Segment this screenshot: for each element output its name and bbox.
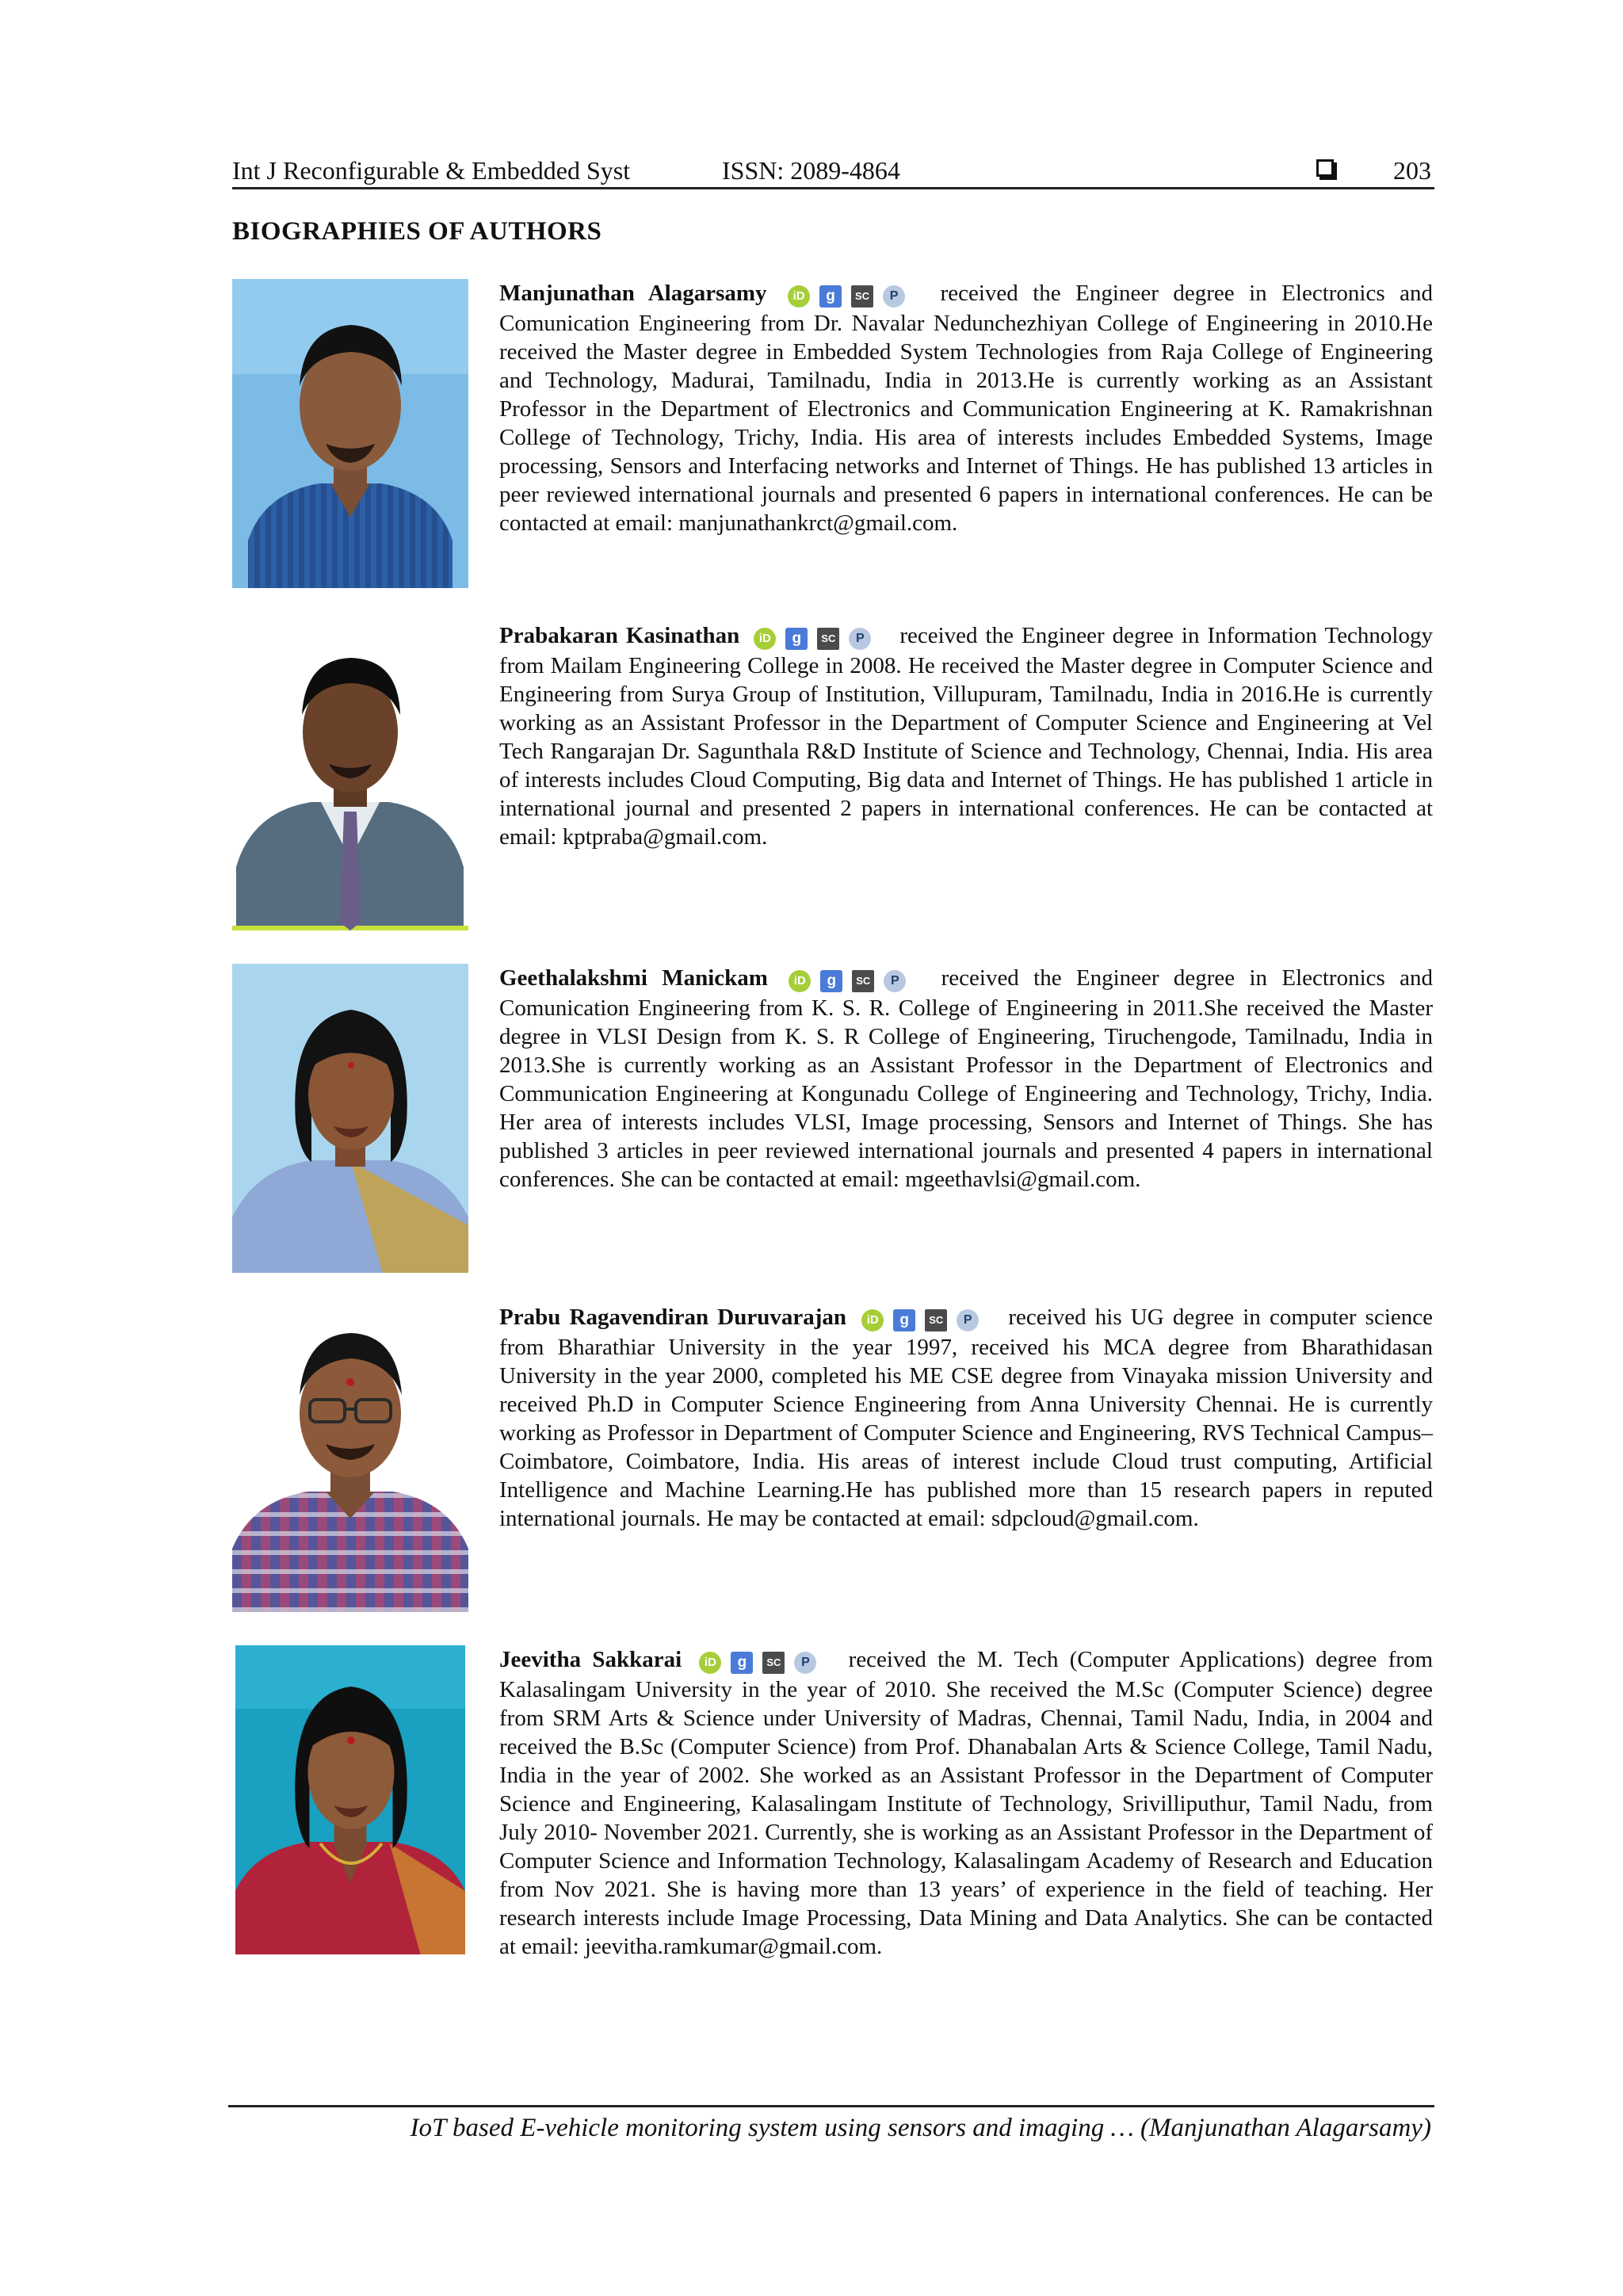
journal-name: Int J Reconfigurable & Embedded Syst bbox=[232, 156, 631, 185]
page-footer bbox=[228, 2105, 1434, 2142]
author-photo bbox=[235, 1645, 465, 1954]
box-icon bbox=[1316, 159, 1334, 177]
author-photo bbox=[232, 964, 468, 1273]
orcid-icon[interactable]: iD bbox=[699, 1652, 721, 1674]
author-entry bbox=[232, 1645, 1434, 1959]
author-bio-text: received the Engineer degree in Information Technology from Mailam Engineering College in 2008. He received the Master degree in Computer Science and Engineering from Surya Group of Institution, Villupuram, Tamilnadu, India in 2016.He is currently working as an Assistant Professor in the Department of Computer Science and Engineering at Vel Tech Rangarajan Dr. Sagunthala R&D Institute of Science and Technology, Chennai, India. His area of interests includes Cloud Computing, Big data and Internet of Things. He has published 1 article in international journal and presented 2 papers in international conferences. He can be contacted at email: kptpraba@gmail.com. bbox=[499, 623, 1433, 850]
author-bio bbox=[499, 279, 1433, 537]
google-scholar-icon[interactable]: g bbox=[731, 1652, 753, 1674]
orcid-icon[interactable]: iD bbox=[861, 1309, 884, 1331]
orcid-icon[interactable]: iD bbox=[754, 628, 776, 650]
author-name: Prabakaran Kasinathan bbox=[499, 623, 740, 648]
google-scholar-icon[interactable]: g bbox=[819, 285, 842, 308]
author-entry bbox=[232, 621, 1434, 932]
publons-icon[interactable]: P bbox=[794, 1652, 816, 1674]
scopus-icon[interactable]: SC bbox=[762, 1652, 785, 1674]
google-scholar-icon[interactable]: g bbox=[820, 970, 842, 992]
author-bio bbox=[499, 621, 1433, 851]
author-photo bbox=[232, 279, 468, 588]
publons-icon[interactable]: P bbox=[849, 628, 871, 650]
author-profile-links bbox=[861, 1305, 988, 1333]
publons-icon[interactable]: P bbox=[883, 285, 905, 308]
running-title: IoT based E-vehicle monitoring system using sensors and imaging … (Manjunathan Alagarsamy) bbox=[410, 2114, 1431, 2142]
author-profile-links bbox=[699, 1647, 826, 1675]
section-title: BIOGRAPHIES OF AUTHORS bbox=[232, 217, 602, 246]
author-photo-image bbox=[232, 621, 468, 930]
author-name: Prabu Ragavendiran Duruvarajan bbox=[499, 1305, 847, 1330]
author-entry bbox=[232, 1303, 1434, 1614]
publons-icon[interactable]: P bbox=[957, 1309, 979, 1331]
author-profile-links bbox=[789, 965, 915, 994]
author-name: Jeevitha Sakkarai bbox=[499, 1647, 682, 1672]
author-name: Geethalakshmi Manickam bbox=[499, 965, 768, 991]
author-profile-links bbox=[788, 281, 915, 309]
issn: ISSN: 2089-4864 bbox=[722, 156, 900, 185]
scopus-icon[interactable]: SC bbox=[852, 970, 874, 992]
author-photo-image bbox=[232, 279, 468, 588]
author-profile-links bbox=[754, 623, 880, 651]
author-entry bbox=[232, 279, 1434, 590]
author-photo-image bbox=[232, 964, 468, 1273]
scopus-icon[interactable]: SC bbox=[925, 1309, 947, 1331]
scopus-icon[interactable]: SC bbox=[817, 628, 839, 650]
author-name: Manjunathan Alagarsamy bbox=[499, 281, 767, 306]
author-entry bbox=[232, 964, 1434, 1274]
orcid-icon[interactable]: iD bbox=[788, 285, 810, 308]
orcid-icon[interactable]: iD bbox=[789, 970, 811, 992]
author-bio bbox=[499, 1645, 1433, 1961]
author-bio bbox=[499, 1303, 1433, 1533]
author-photo-image bbox=[232, 1303, 468, 1612]
author-bio-text: received his UG degree in computer science from Bharathiar University in the year 1997, received his MCA degree from Bharathidasan University in the year 2000, completed his ME CSE degree from Vinayaka mission University and received Ph.D in Computer Science Engineering from Anna University Chennai. He is currently working as Professor in Department of Computer Science and Engineering, RVS Technical Campus–Coimbatore, Coimbatore, India. His areas of interest include Cloud trust computing, Artificial Intelligence and Machine Learning.He has published more than 15 research papers in reputed international journals. He may be contacted at email: sdpcloud@gmail.com. bbox=[499, 1305, 1434, 1531]
page-header bbox=[232, 154, 1434, 189]
google-scholar-icon[interactable]: g bbox=[893, 1309, 915, 1331]
author-bio-text: received the M. Tech (Computer Applications) degree from Kalasalingam University in the year of 2010. She received the M.Sc (Computer Science) degree from SRM Arts & Science under University of Madras, Chennai, Tamil Nadu, India, in 2004 and received the B.Sc (Computer Science) from Prof. Dhanabalan Arts & Science College, Tamil Nadu, India in the year of 2002. She worked as an Assistant Professor in the Department of Computer Science and Engineering, Kalasalingam Institute of Technology, Srivilliputhur, Tamil Nadu, from July 2010- November 2021. Currently, she is working as an Assistant Professor in the Department of Computer Science and Information Technology, Kalasalingam Academy of Research and Education from Nov 2021. She is having more than 13 years’ of experience in the field of teaching. Her research interests include Image Processing, Data Mining and Data Analytics. She can be contacted at email: jeevitha.ramkumar@gmail.com. bbox=[499, 1647, 1434, 1959]
author-bio bbox=[499, 964, 1433, 1194]
google-scholar-icon[interactable]: g bbox=[785, 628, 808, 650]
page-number: 203 bbox=[1393, 156, 1431, 185]
author-photo-image bbox=[235, 1645, 465, 1954]
scopus-icon[interactable]: SC bbox=[851, 285, 873, 308]
author-photo bbox=[232, 1303, 468, 1612]
publons-icon[interactable]: P bbox=[884, 970, 906, 992]
author-bio-text: received the Engineer degree in Electronics and Comunication Engineering from K. S. R. College of Engineering in 2011.She received the Master degree in VLSI Design from K. S. R College of Engineering, Tiruchengode, Tamilnadu, India in 2013.She is currently working as an Assistant Professor in the Department of Electronics and Communication Engineering at Kongunadu College of Engineering and Technology, Trichy, India. Her area of interests includes VLSI, Image processing, Sensors and Internet of Things. She has published 3 articles in peer reviewed international journals and presented 4 papers in international conferences. She can be contacted at email: mgeethavlsi@gmail.com. bbox=[499, 965, 1434, 1192]
author-bio-text: received the Engineer degree in Electronics and Comunication Engineering from Dr. Navalar Nedunchezhiyan College of Engineering in 2010.He received the Master degree in Embedded System Technologies from Raja College of Engineering and Technology, Madurai, Tamilnadu, India in 2013.He is currently working as an Assistant Professor in the Department of Electronics and Communication Engineering at K. Ramakrishnan College of Technology, Trichy, India. His area of interests includes Embedded Systems, Image processing, Sensors and Interfacing networks and Internet of Things. He has published 13 articles in peer reviewed international journals and presented 6 papers in international conferences. He can be contacted at email: manjunathankrct@gmail.com. bbox=[499, 281, 1433, 536]
author-photo bbox=[232, 621, 468, 930]
